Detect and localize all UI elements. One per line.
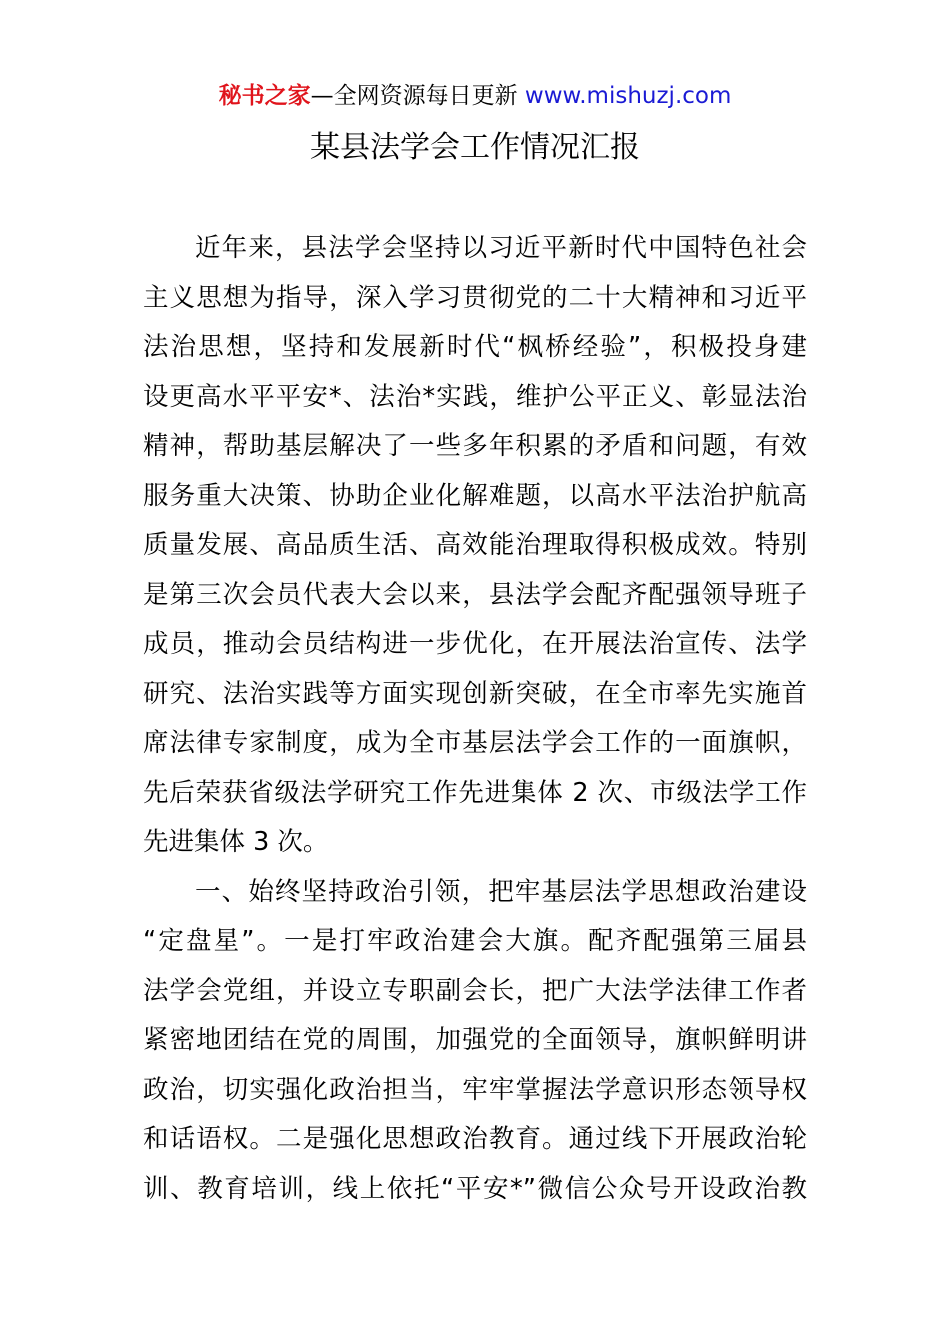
paragraph-line: 是第三次会员代表大会以来，县法学会配齐配强领导班子	[143, 579, 807, 610]
paragraph-line: 席法律专家制度，成为全市基层法学会工作的一面旗帜，	[143, 728, 807, 758]
site-header	[0, 79, 950, 113]
paragraph-line: 主义思想为指导，深入学习贯彻党的二十大精神和习近平	[143, 282, 807, 313]
paragraph-line: 先进集体 3 次。	[143, 827, 329, 857]
paragraph-line: 训、教育培训，线上依托“平安*”微信公众号开设政治教	[143, 1173, 807, 1204]
paragraph-line: 一、始终坚持政治引领，把牢基层法学思想政治建设	[195, 876, 807, 907]
paragraph-line: 精神，帮助基层解决了一些多年积累的矛盾和问题，有效	[143, 431, 807, 461]
document-title: 某县法学会工作情况汇报	[310, 130, 640, 165]
paragraph-line: 法学会党组，并设立专职副会长，把广大法学法律工作者	[143, 975, 807, 1006]
site-url-link[interactable]: www.mishuzj.com	[524, 83, 732, 109]
paragraph-line: 研究、法治实践等方面实现创新突破，在全市率先实施首	[143, 678, 807, 709]
paragraph-line: 紧密地团结在党的周围，加强党的全面领导，旗帜鲜明讲	[143, 1025, 807, 1055]
header-tagline: —全网资源每日更新	[310, 83, 525, 109]
paragraph-line: 政治，切实强化政治担当，牢牢掌握法学意识形态领导权	[143, 1074, 807, 1105]
paragraph-line: 设更高水平平安*、法治*实践，维护公平正义、彰显法治	[143, 381, 807, 412]
paragraph-line: 近年来，县法学会坚持以习近平新时代中国特色社会	[195, 233, 807, 263]
paragraph-line: 法治思想，坚持和发展新时代“枫桥经验”，积极投身建	[143, 332, 807, 362]
paragraph-line: 先后荣获省级法学研究工作先进集体 2 次、市级法学工作	[143, 777, 807, 808]
brand-name: 秘书之家	[218, 83, 311, 109]
document-body	[143, 224, 807, 1214]
paragraph-line: 和话语权。二是强化思想政治教育。通过线下开展政治轮	[143, 1124, 807, 1154]
paragraph-line: 成员，推动会员结构进一步优化，在开展法治宣传、法学	[143, 629, 807, 659]
paragraph-line: 服务重大决策、协助企业化解难题，以高水平法治护航高	[143, 480, 807, 511]
paragraph-line: 质量发展、高品质生活、高效能治理取得积极成效。特别	[143, 530, 807, 560]
paragraph-line: “定盘星”。一是打牢政治建会大旗。配齐配强第三届县	[143, 926, 807, 956]
